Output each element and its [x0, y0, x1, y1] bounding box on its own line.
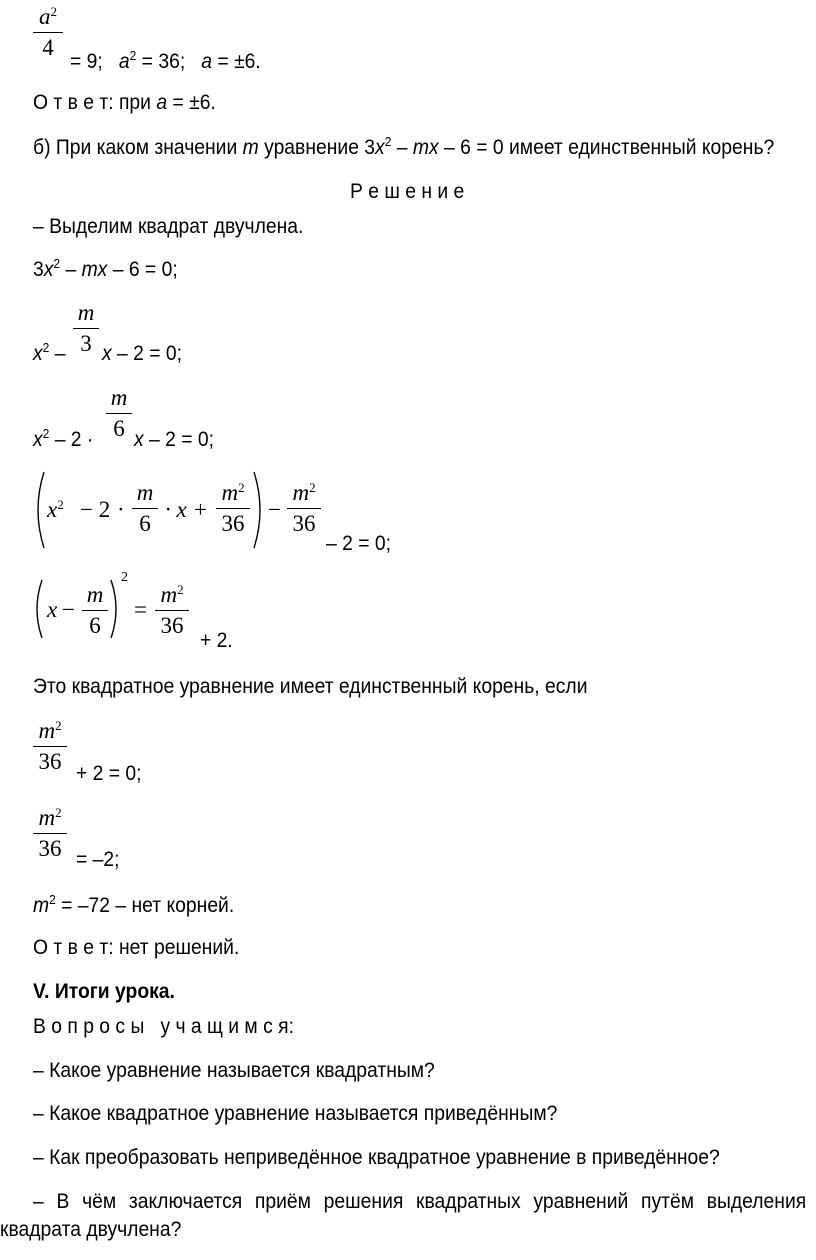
var-x: x	[43, 258, 54, 281]
eq4-dotx	[165, 497, 208, 523]
answer-1	[33, 91, 216, 115]
sup: 2	[49, 892, 56, 907]
text: – 6 = 0 имеет единственный корень?	[444, 136, 775, 159]
sup: 2	[42, 340, 50, 355]
question-2: – Какое квадратное уравнение называется приведённым?	[33, 1102, 558, 1125]
eq5-sup: 2	[121, 570, 128, 585]
text: – 2 ·	[54, 428, 94, 451]
eq4-minus2: − 2	[80, 497, 111, 522]
left-paren	[30, 470, 46, 550]
sup: 2	[55, 805, 62, 820]
step-1: – Выделим квадрат двучлена.	[33, 215, 304, 238]
sup: 2	[129, 48, 137, 63]
eq4-fraction-m-over-6	[132, 480, 158, 537]
var-x: x	[33, 342, 43, 365]
frac-den: 6	[139, 511, 151, 536]
text: – 2 = 0;	[149, 428, 215, 451]
eq4-minus: −	[268, 497, 281, 522]
text: = 9;	[70, 50, 103, 73]
frac-num: m	[221, 480, 239, 505]
eq4-dot: ·	[117, 497, 125, 522]
text: – 6 = 0;	[112, 258, 178, 281]
answer-2	[33, 936, 239, 960]
problem-b	[33, 136, 774, 160]
var-m: m	[33, 894, 50, 917]
frac-num: m	[136, 480, 154, 505]
sup: 2	[53, 256, 61, 271]
sup: 2	[177, 582, 184, 597]
text: при	[118, 91, 151, 114]
text: –	[65, 258, 77, 281]
var-a: a	[118, 50, 130, 73]
var-m: m	[242, 136, 259, 159]
questions-label: В о п р о с ы у ч а щ и м с я:	[33, 1015, 294, 1038]
eq5-minus: −	[62, 597, 75, 622]
frac-num: m	[110, 385, 128, 410]
eq4-x2	[47, 497, 64, 523]
text: = 36;	[141, 50, 186, 73]
equation-2	[33, 342, 65, 366]
sup: 2	[309, 480, 316, 495]
frac-den: 36	[221, 511, 245, 536]
frac-num-sup: 2	[50, 4, 57, 19]
text: = –72 – нет корней.	[61, 894, 235, 917]
eq4-fraction-m2-over-36	[216, 480, 250, 537]
text: = ±6.	[217, 50, 261, 73]
var-x: x	[47, 497, 58, 522]
var-a: a	[201, 50, 213, 73]
sup: 2	[57, 497, 64, 512]
text: – 2 = 0;	[117, 342, 183, 365]
eq5-rest: + 2.	[200, 629, 233, 652]
frac-num: m	[38, 805, 56, 830]
frac-den: 36	[160, 613, 184, 638]
eq4-rest: – 2 = 0;	[326, 532, 391, 555]
text: = ±6.	[172, 91, 216, 114]
var-x: x	[33, 428, 43, 451]
frac-num: m	[160, 582, 178, 607]
frac-num: m	[86, 582, 104, 607]
equation-1	[33, 258, 178, 282]
var-a: a	[156, 91, 168, 114]
var-x: x	[102, 342, 112, 365]
question-1: – Какое уравнение называется квадратным?	[33, 1059, 435, 1082]
var-x: x	[134, 428, 144, 451]
var-x: x	[47, 597, 58, 622]
var-mx: mx	[81, 258, 108, 281]
fraction-a2-over-4	[33, 4, 63, 61]
left-paren	[30, 578, 44, 640]
eq5-fraction-m2-over-36	[155, 582, 189, 639]
condition-text: Это квадратное уравнение имеет единственный корень, если	[33, 675, 588, 698]
solution-heading: Р е ш е н и е	[350, 180, 465, 203]
sup: 2	[384, 134, 392, 149]
frac-den: 6	[113, 416, 125, 441]
frac-den: 3	[80, 331, 92, 356]
right-paren	[109, 578, 123, 640]
fraction-m-over-3	[73, 300, 99, 357]
right-paren	[252, 470, 268, 550]
question-3: – Как преобразовать неприведённое квадратное уравнение в приведённое?	[33, 1146, 720, 1169]
eq5-x	[47, 597, 57, 623]
text: уравнение 3	[264, 136, 376, 159]
frac-num: a	[39, 4, 51, 29]
section-heading: V. Итоги урока.	[33, 980, 175, 1003]
var-mx: mx	[412, 136, 439, 159]
sup: 2	[238, 480, 245, 495]
text: б) При каком значении	[33, 136, 238, 159]
text: –	[54, 342, 66, 365]
eq6-fraction-m2-over-36	[33, 718, 67, 775]
frac-den: 4	[42, 35, 54, 60]
frac-den: 6	[89, 613, 101, 638]
eq7-fraction-m2-over-36	[33, 805, 67, 862]
var-x: x	[375, 136, 385, 159]
eq7-rest: = –2;	[76, 848, 120, 871]
sup: 2	[42, 426, 50, 441]
eq6-rest: + 2 = 0;	[76, 762, 142, 785]
eq5-eq: =	[134, 597, 147, 622]
frac-den: 36	[38, 836, 62, 861]
frac-num: m	[38, 718, 56, 743]
eq4-fraction-m2-over-36-b	[287, 480, 321, 537]
frac-den: 36	[292, 511, 316, 536]
equation-3-rest	[134, 428, 214, 452]
frac-den: 36	[38, 749, 62, 774]
eq5-fraction-m-over-6	[82, 582, 108, 639]
answer-label: О т в е т:	[33, 936, 114, 959]
fraction-m-over-6	[106, 385, 132, 442]
answer-label: О т в е т:	[33, 91, 114, 114]
equation-3	[33, 428, 93, 452]
equation-8	[33, 894, 234, 918]
text: · x +	[165, 497, 208, 522]
frac-num: m	[292, 480, 310, 505]
sup: 2	[55, 718, 62, 733]
equation-2-rest	[102, 342, 182, 366]
question-4-line-1: – В чём заключается приём решения квадратных уравнений путём выделения	[33, 1190, 807, 1213]
frac-num: m	[77, 300, 95, 325]
text: 3	[33, 258, 44, 281]
text: нет решений.	[118, 936, 240, 959]
question-4-line-2: квадрата двучлена?	[0, 1218, 182, 1241]
text: –	[396, 136, 408, 159]
line-1-rest	[70, 50, 261, 74]
